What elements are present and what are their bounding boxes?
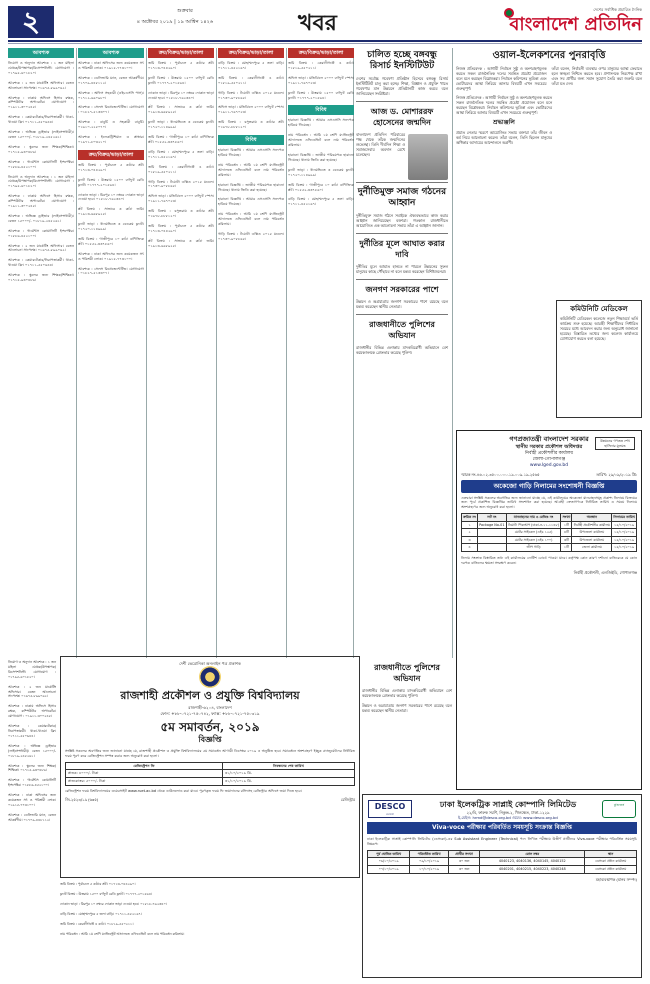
classified-ad: আবশ্যক : গার্মেন্টস কোয়ালিটি ইন্সপেক্টর। ০১৮৮৬-৪৫২১০০। — [8, 778, 56, 788]
table-header-row — [368, 850, 637, 858]
news-columns — [456, 95, 552, 115]
classified-ad: নিয়োগ ও অনুদান আবশ্যক : ১ জন মহিলা ঘোষক/উপস্থাপক/রিসেপশনিস্ট। যোগাযোগ : ০১৭৯৫-৬০১৮২০। — [8, 660, 56, 679]
news-headline: আজ ড. মোশাররফ হোসেনের জন্মদিন — [370, 106, 434, 127]
notice-note: নিলাম সংক্রান্ত বিস্তারিত তথ্য এই কার্যালয়ের নোটিশ বোর্ডে পাওয়া যাবে। কর্তৃপক্ষ কোন কারণ দর্শানো ব্যতিরেকে যে কোন দরপত্র বাতিলের ক্ষমতা সংরক্ষণ করেন। — [461, 555, 637, 565]
schedule-table — [367, 850, 637, 874]
table-cell: ডেসকো প্রধান কার্যালয় — [585, 865, 637, 873]
table-cell: ১টি — [561, 544, 572, 552]
classified-ad: জমি বিক্রয় : গাজীপুরে ১০ কাঠা বাণিজ্যিক প্লট। ০১৫৫২-৩৩৭৮৬০। — [78, 236, 144, 246]
notice-district: জেলা-গোপালগঞ্জ — [532, 456, 566, 462]
company-address: ২২/বি, ফারুক সরণি, নিকুঞ্জ-২, খিলক্ষেত, ঢাকা-১২২৯ — [466, 809, 550, 815]
classified-ad: আবশ্যক : সেলস রিপ্রেজেন্টেটিভ। যোগাযোগ : ০১৮২৭-৫১৩৩০৭। — [78, 266, 144, 276]
table-cell: উপজেলা কার্যালয় — [572, 529, 612, 537]
table-header-row — [66, 762, 355, 770]
community-news-box — [556, 300, 642, 418]
section-title: খবর — [298, 10, 337, 36]
obituary-block — [456, 119, 552, 145]
desco-logo-text: DESCO — [374, 802, 406, 811]
table-row — [66, 770, 355, 778]
table-cell: ১৫/১০/২০১৯ — [612, 521, 637, 529]
table-cell: জীপ গাড়ি — [506, 544, 561, 552]
classified-ad: নাম পরিবর্তন : আমি ১ম শ্রেণি ম্যাজিস্ট্রেট আদালতে এফিডেভিট বলে নাম পরিবর্তন করিলাম। — [218, 162, 284, 177]
classified-ad: জমি বিক্রয় : কেরানীগঞ্জে ৪ কাঠা। ০১৮১৯-৫৫০২১১। — [218, 75, 284, 85]
classified-ad: প্লট বিক্রয় : সাভারে ৩ কাঠা জমি। ০১৯১৩-৬৬৮৯২৫। — [148, 105, 214, 115]
desco-notice — [362, 794, 642, 978]
lower-middle-news — [362, 660, 452, 790]
classified-ad: জমি বিক্রয় : গাজীপুরে ১০ কাঠা বাণিজ্যিক প্লট। ০১৫৫২-৩৩৭৮৬০। — [288, 182, 354, 192]
notice-signature: নির্বাহী প্রকৌশলী, এলজিইডি, গোপালগঞ্জ — [573, 569, 637, 575]
classified-column — [8, 48, 74, 658]
news-body: দেশের সর্বোচ্চ গবেষণা প্রতিষ্ঠান হিসেবে বঙ্গবন্ধু রিসার্চ ইনস্টিটিউট চালু করা হচ্ছে। শিক্ষা, বিজ্ঞান ও প্রযুক্তি খাতে গবেষণার মান উন্নয়নে প্রতিষ্ঠানটি কাজ করবে বলে জানিয়েছেন সংশ্লিষ্টরা। — [356, 76, 448, 96]
classified-ad: বাড়ি বিক্রয় : মোহাম্মদপুরে ৫ তলা বাড়ি। ০১৭১১-৪৫২১৬৭। — [60, 911, 142, 916]
company-contact: ই-মেইল: hrmd@desco.org.bd ওয়েব: www.desco.org.bd — [458, 814, 558, 820]
classified-ad: নাম পরিবর্তন : আমি ১ম শ্রেণি ম্যাজিস্ট্রেট আদালতে এফিডেভিট বলে নাম পরিবর্তন করিলাম। — [218, 212, 284, 227]
table-row — [462, 544, 637, 552]
logo-tagline: দেশের সর্বাধিক প্রচারিত দৈনিক — [593, 7, 642, 12]
classified-ad: হারানো বিজ্ঞপ্তি : জাতীয় পরিচয়পত্র হারানো গিয়েছে। থানায় জিডি করা হয়েছে। — [218, 182, 284, 192]
table-cell — [477, 544, 506, 552]
table-cell: ১টি — [561, 521, 572, 529]
notice-office: নির্বাহী প্রকৌশলীর কার্যালয় — [524, 450, 574, 456]
masthead-date: ৪ অক্টোবর ২০১৯ | ১৯ আশ্বিন ১৪২৬ — [136, 19, 214, 25]
news-divider — [356, 182, 448, 183]
notice-title: Viva-voce পরীক্ষার পরিবর্তিত সময়সূচি সংক্রান্ত বিজ্ঞপ্তি — [367, 822, 637, 834]
news-column-text: প্রয়াত নেতার স্মরণে আয়োজিত সভায় বক্তারা তাঁর জীবন ও কর্ম নিয়ে আলোচনা করেন। তাঁরা বলেন, তিনি ছিলেন মানুষের অধিকার আদায়ের আন্দোলনে অগ্রণী। — [456, 130, 552, 146]
news-body-text: বাংলাদেশ প্রতিদিন পরিবারের পক্ষ থেকে তাঁকে জন্মদিনের শুভেচ্ছা। তিনি দীর্ঘদিন শিক্ষা ও সমাজসেবায় অবদান রেখে চলেছেন। — [356, 132, 405, 157]
table-header-row — [462, 513, 637, 521]
classified-ad: জমি বিক্রয় : পূর্বাচলে ৫ কাঠার প্লট। ০১৭১৩-০৪৪২৯০। — [148, 223, 214, 233]
classified-column — [218, 48, 284, 658]
classified-heading: ক্রয়/বিক্রয়/ভাড়া/তালা — [288, 48, 354, 58]
ad-reference: জি-২৫২৩/১৯ (৬x৫) — [65, 796, 99, 802]
classified-ad: আবশ্যক : ডেলিভারি ম্যান, বেতন আকর্ষণীয়। ০১৭০৯-৪৪৮১১২। — [78, 75, 144, 85]
notice-text: সংশ্লিষ্ট সকলের অবগতির জন্য জানানো যাচ্ছে যে, রাজশাহী প্রকৌশল ও প্রযুক্তি বিশ্ববিদ্যালয়ের ৫ম সমাবর্তন আগামী ডিসেম্বর ২০১৯ এ অনুষ্ঠিত হবে। সমাবর্তনে অংশগ্রহণে ইচ্ছুক গ্র্যাজুয়েটদের নির্ধারিত ফরম পূরণ করে রেজিস্ট্রেশন সম্পন্ন করার জন্য অনুরোধ করা হলো। — [65, 749, 355, 758]
classified-ad: জমি বিক্রয় : কেরানীগঞ্জে ৪ কাঠা। ০১৮১৯-৫৫০২১১। — [60, 921, 134, 926]
classified-ad: ফ্ল্যাট বিক্রয় : উত্তরায় ১৫০০ বর্গফুট রেডি ফ্ল্যাট। ০১৭৭৭-২০১৫৬৪। — [288, 90, 354, 100]
classified-ad: হারানো বিজ্ঞপ্তি : আমার এসএসসি সনদপত্র হারিয়ে গিয়েছে। — [218, 148, 284, 157]
university-address: রাজশাহী-৬২০৪, বাংলাদেশ — [188, 705, 232, 711]
classified-heading: আবশ্যক — [78, 48, 144, 58]
classified-ad: আবশ্যক : ঢাকা অফিসের জন্য কয়েকজন সৎ ও পরিশ্রমী লোক। ০১৯১৫-৭৭৩১০০। — [78, 61, 144, 70]
classified-ad: আবশ্যক : ঢাকা অফিসের জন্য কয়েকজন সৎ ও পরিশ্রমী লোক। ০১৯১৫-৭৭৩১০০। — [8, 793, 56, 807]
classified-ad: নিয়োগ ও অনুদান আবশ্যক : ১ জন মহিলা ঘোষক/উপস্থাপক/রিসেপশনিস্ট। যোগাযোগ : ০১৭৯৫-৬০১৮২০। — [8, 61, 74, 75]
news-divider — [356, 314, 448, 315]
news-headline: দুর্নীতির মূলে আঘাত করার দাবি — [359, 238, 445, 259]
news-body: রাজধানীর বিভিন্ন এলাকায় মাদকবিরোধী অভিযানে বেশ কয়েকজনকে গ্রেফতার করেছে পুলিশ। — [362, 688, 452, 698]
table-cell — [477, 529, 506, 537]
table-cell: ৩ — [462, 536, 478, 544]
table-header: যানবাহনের নাম ও রেজিঃ নং — [506, 513, 561, 521]
news-headline: ওয়াল-ইলেকশনের পুনরাবৃত্তি — [492, 50, 606, 61]
table-header: নিলামের তারিখ — [612, 513, 637, 521]
notice-label: বিজ্ঞপ্তি — [198, 735, 222, 745]
auction-table — [461, 513, 637, 552]
news-headline: রাজধানীতে পুলিশের অভিযান — [369, 319, 435, 340]
masthead-day: শুক্রবার — [177, 8, 193, 14]
table-cell: ০৭/১০/২০১৯ — [368, 865, 410, 873]
table-cell: ৪টি — [561, 529, 572, 537]
classified-ad: নাম পরিবর্তন : আমি ১ম শ্রেণি ম্যাজিস্ট্রেট আদালতে এফিডেভিট বলে নাম পরিবর্তন করিলাম। — [60, 931, 185, 936]
table-cell: ৩০ জন — [449, 865, 480, 873]
table-row — [368, 858, 637, 866]
table-cell: ১৫/১০/২০১৯ — [612, 544, 637, 552]
convocation-title: ৫ম সমাবর্তন, ২০১৯ — [160, 720, 260, 735]
classified-ad: আবশ্যক : ডেলিভারি ম্যান, বেতন আকর্ষণীয়। ০১৭০৯-৪৪৮১১২। — [8, 812, 56, 822]
classified-ad: বাড়ি বিক্রয় : মোহাম্মদপুরে ৫ তলা বাড়ি। ০১৭১১-৪৫২১৬৭। — [288, 197, 354, 207]
mujib-year-logo: মুজিববর্ষ — [602, 800, 636, 818]
table-cell: ৩০ জন — [449, 858, 480, 866]
table-cell: ০৯/১০/২০১৯ — [410, 858, 449, 866]
table-cell: ৪ — [462, 544, 478, 552]
classified-ad: আবশ্যক : কেয়ারটেকার/নিরাপত্তাকর্মী। থাকা-খাওয়া ফ্রি। ০১৭১১-৫৫০৬৪৪। — [8, 258, 74, 268]
classified-ad: আবশ্যক : ঢাকায় অফিসে হিসাব রক্ষক, কম্পিউটার অপারেটর। যোগাযোগ : ০১৯১১-৩০০২৪৫। — [8, 704, 56, 719]
notice-footer — [65, 797, 355, 802]
table-cell: মোটর সাইকেল (এইচ ১০০) — [506, 536, 561, 544]
notice-memo-row — [461, 472, 637, 477]
classified-ad: জমি বিক্রয় : পূর্বাচলে ৫ কাঠার প্লট। ০১৭১৩-০৪৪২৯০। — [148, 61, 214, 70]
table-cell: ১ — [462, 521, 478, 529]
classified-ad: ফ্ল্যাট বিক্রয় : উত্তরায় ১৫০০ বর্গফুট রেডি ফ্ল্যাট। ০১৭৭৭-২০১৫৬৪। — [148, 75, 214, 85]
classified-ad: জমি বিক্রয় : বসুন্ধরায় ৩ কাঠার প্লট। ০১৬৭৮-৮৮৮১২০। — [218, 120, 284, 130]
classified-ad: আবশ্যক : বাবুর্চি ও সহকারী বাবুর্চি। ০১৬১০-২২৫০৭০। — [78, 120, 144, 130]
classified-column — [78, 48, 144, 658]
notice-text: ঢাকা ইলেকট্রিক সাপ্লাই কোম্পানি লিমিটেড (ডেসকো)-এর Sub Assistant Engineer (Technical) পদে লিখিত পরীক্ষায় উত্তীর্ণ প্রার্থীদের Viva-voce পরীক্ষার পরিবর্তিত সময়সূচি নিম্নরূপ: — [367, 837, 637, 846]
table-header: ক্রমিক নং — [462, 513, 478, 521]
memo-number: স্মারক নং-৪৬.০২.৩৫০০.০০০.১৯.০০৯.১৯-২৫৬৫ — [461, 471, 540, 477]
classified-ad: ফ্ল্যাট বিক্রয় : উত্তরায় ১৫০০ বর্গফুট রেডি ফ্ল্যাট। ০১৭৭৭-২০১৫৬৪। — [60, 891, 153, 896]
table-header: রোল নম্বর — [480, 850, 585, 858]
table-cell: টয়োটা পিকআপ (ঢাকা-ন-১১-১১৪৮) — [506, 521, 561, 529]
desco-logo-sub: ডেসকো — [386, 813, 394, 816]
table-cell: ১৫/১০/২০১৯ — [612, 536, 637, 544]
news-body: উন্নয়ন ও অগ্রযাত্রায় জনগণ সরকারের পাশে রয়েছে বলে মন্তব্য করেছেন স্থানীয় নেতারা। — [356, 299, 448, 309]
table-row — [368, 865, 637, 873]
classified-ad: অফিস ভাড়া : মতিঝিলে ২০০০ বর্গফুট স্পেস। ০১৯১১-৭৬৭০২৩। — [218, 105, 284, 115]
news-divider — [356, 279, 448, 280]
notice-text: রেজিস্ট্রেশন ফরম বিশ্ববিদ্যালয়ের ওয়েবসাইট www.ruet.ac.bd থেকে ডাউনলোড করা যাবে। পূরণকৃত ফরম ফি জমাদানের রসিদসহ রেজিস্ট্রার অফিসে জমা দিতে হবে। — [65, 789, 302, 794]
news-divider — [356, 101, 448, 102]
news-body: দুর্নীতির মূলে আঘাত হানতে না পারলে উন্নয়নের সুফল মানুষের কাছে পৌঁছাবে না বলে মন্তব্য করেছেন বিশিষ্টজনেরা। — [356, 264, 448, 274]
table-cell: উপজেলা কার্যালয় — [572, 536, 612, 544]
news-subheadline: শ্রদ্ধাঞ্জলি — [493, 119, 515, 126]
classified-ad: হারানো বিজ্ঞপ্তি : আমার এসএসসি সনদপত্র হারিয়ে গিয়েছে। — [218, 197, 284, 207]
newspaper-logo — [502, 6, 642, 38]
news-subheadline: কমিউনিটি মেডিকেল — [570, 304, 628, 313]
masthead-rule — [8, 40, 642, 42]
classified-continuation — [8, 660, 56, 978]
table-header: রেজিস্ট্রেশন ফি — [66, 762, 223, 770]
page-number: ২ — [8, 6, 54, 38]
classified-heading: ক্রয়/বিক্রয়/ভাড়া/তালা — [78, 150, 144, 160]
logo-wordmark: বাংলাদেশ প্রতিদিন — [509, 14, 642, 35]
memo-date: তারিখ: ২৯/০৯/২০১৯ খ্রি: — [596, 471, 637, 477]
news-body: দুর্নীতিমুক্ত সমাজ গঠনে সবাইকে ঐক্যবদ্ধভাবে কাজ করার আহ্বান জানিয়েছেন বক্তারা। গতকাল রাজধানীতে আয়োজিত এক আলোচনা সভায় তাঁরা এ আহ্বান জানান। — [356, 213, 448, 228]
portrait-photo — [408, 134, 448, 180]
classified-ad: জমি বিক্রয় : কেরানীগঞ্জে ৪ কাঠা। ০১৮১৯-৫৫০২১১। — [288, 61, 354, 70]
classified-ad: গাড়ি বিক্রয় : টয়োটা এক্সিও ২০১৫ মডেল। ০১৭৩০-৯০৮৮৬৫। — [218, 90, 284, 100]
classified-ad: জমি বিক্রয় : পূর্বাচলে ৫ কাঠার প্লট। ০১৭১৩-০৪৪২৯০। — [60, 882, 136, 886]
classified-ad: আবশ্যক : ঢাকায় অফিসে হিসাব রক্ষক, কম্পিউটার অপারেটর। যোগাযোগ : ০১৯১১-৩০০২৪৫। — [8, 95, 74, 110]
classified-ad: আবশ্যক : ২ জন মার্কেটিং অফিসার। বেতন আলোচনা সাপেক্ষে। ০১৬৭৫-৮৯৯০৬২। — [8, 684, 56, 699]
table-cell: ৩১/১০/২০১৯ খ্রি. — [222, 770, 354, 778]
middle-news-column — [356, 48, 448, 658]
classified-ad: দোকান ভাড়া : মিরপুর ১০ নম্বরে দোকান ভাড়া দেওয়া হবে। ০১৮১৮-৭৬২৩৪০। — [60, 901, 167, 906]
classified-ad: অফিস ভাড়া : মতিঝিলে ২০০০ বর্গফুট স্পেস। ০১৯১১-৭৬৭০২৩। — [288, 75, 354, 85]
classified-ad: ফ্ল্যাট বিক্রয় : উত্তরায় ১৫০০ বর্গফুট রেডি ফ্ল্যাট। ০১৭৭৭-২০১৫৬৪। — [78, 177, 144, 187]
news-column-text: তাঁরা বলেন, নির্বাচনী ব্যবস্থার ওপর মানুষের আস্থা ফেরাতে হলে স্বচ্ছতা নিশ্চিত করতে হবে। প্রশাসনকে নিরপেক্ষ রাখা এবং সব প্রার্থীর জন্য সমান সুযোগ তৈরি করা জরুরি বলে তাঁরা মত দেন। — [551, 66, 642, 86]
classified-ad: হারানো বিজ্ঞপ্তি : জাতীয় পরিচয়পত্র হারানো গিয়েছে। থানায় জিডি করা হয়েছে। — [288, 152, 354, 162]
column-divider — [452, 48, 453, 658]
notice-government: গণপ্রজাতন্ত্রী বাংলাদেশ সরকার — [509, 435, 589, 443]
ruet-convocation-notice — [60, 656, 360, 878]
university-name: রাজশাহী প্রকৌশল ও প্রযুক্তি বিশ্ববিদ্যালয় — [120, 689, 300, 703]
classified-ad: আবশ্যক : কেয়ারটেকার/নিরাপত্তাকর্মী। থাকা-খাওয়া ফ্রি। ০১৭১১-৫৫০৬৪৪। — [8, 115, 74, 125]
table-cell: মোটর সাইকেল (এইচ ১২৫) — [506, 529, 561, 537]
masthead-rule-thin — [8, 43, 642, 44]
table-cell: ৩১/১০/২০১৯ খ্রি. — [222, 778, 354, 786]
classified-ad: ফ্ল্যাট ভাড়া : ধানমন্ডিতে ৩ বেডরুম ফ্ল্যাট। ০১৭২০-১১৪৯৯৯। — [78, 222, 144, 232]
classified-ad: আবশ্যক : অভিজ্ঞ ড্রাইভার (লাইসেন্সধারী)। বেতন ১৫০০০/- ০১৮১৯-২৪৫২৬১। — [8, 130, 74, 139]
table-cell: ৩টি — [561, 536, 572, 544]
classified-ad: আবশ্যক : ২ জন মার্কেটিং অফিসার। বেতন আলোচনা সাপেক্ষে। ০১৬৭৫-৮৯৯০৬২। — [8, 80, 74, 90]
table-cell: ১০/১০/২০১৯ — [410, 865, 449, 873]
classified-ad: বাড়ি বিক্রয় : মোহাম্মদপুরে ৫ তলা বাড়ি। ০১৭১১-৪৫২১৬৭। — [148, 149, 214, 159]
classified-ad: আবশ্যক : অভিজ্ঞ ড্রাইভার (লাইসেন্সধারী)। বেতন ১৫০০০/- ০১৮১৯-২৪৫২৬১। — [8, 213, 74, 223]
table-cell: 4040123, 4040136, 4040145, 4040152 — [480, 858, 585, 866]
university-phone: ফোন: +৮৮-০৭২১-৭৫০৭৪২, ফ্যাক্স: +৮৮-০৭২১-৭৫০৩১৯ — [160, 710, 260, 716]
table-header: স্থান — [585, 850, 637, 858]
classified-ad: আবশ্যক : অভিজ্ঞ ড্রাইভার (লাইসেন্সধারী)। বেতন ১৫০০০/- ০১৮১৯-২৪৫২৬১। — [8, 743, 56, 758]
news-column-text: নিজস্ব প্রতিবেদক : আগামী নির্বাচন সুষ্ঠু ও অংশগ্রহণমূলক করতে সকল রাজনৈতিক দলের সমন্বিত প্রচেষ্টা প্রয়োজন বলে মনে করছেন বিশ্লেষকরা। নির্বাচন কমিশনের ভূমিকা এবং ভোটারদের আস্থা ফিরিয়ে আনার বিষয়টি এখন সবচেয়ে গুরুত্বপূর্ণ। — [456, 95, 552, 115]
classified-ad: ফ্ল্যাট ভাড়া : ধানমন্ডিতে ৩ বেডরুম ফ্ল্যাট। ০১৭২০-১১৪৯৯৯। — [148, 120, 214, 130]
news-column-text: নিজস্ব প্রতিবেদক : আগামী নির্বাচন সুষ্ঠু ও অংশগ্রহণমূলক করতে সকল রাজনৈতিক দলের সমন্বিত প্রচেষ্টা প্রয়োজন বলে মনে করছেন বিশ্লেষকরা। নির্বাচন কমিশনের ভূমিকা এবং ভোটারদের আস্থা ফিরিয়ে আনার বিষয়টি এখন সবচেয়ে গুরুত্বপূর্ণ। — [456, 66, 547, 91]
table-cell: জেলা কার্যালয় — [572, 544, 612, 552]
news-divider — [356, 233, 448, 234]
classified-section — [8, 48, 354, 658]
table-header: সংখ্যা — [561, 513, 572, 521]
classified-ad: আবশ্যক : অফিস সহকারী (এইচএসসি পাস)। ০১৭১২-৬৬০৯৮০। — [78, 90, 144, 100]
classified-ad: হারানো বিজ্ঞপ্তি : আমার এসএসসি সনদপত্র হারিয়ে গিয়েছে। — [288, 118, 354, 128]
classified-ad: আবশ্যক : ঢাকা অফিসের জন্য কয়েকজন সৎ ও পরিশ্রমী লোক। ০১৯১৫-৭৭৩১০০। — [78, 251, 144, 261]
table-cell: ১৫/১০/২০১৯ — [612, 529, 637, 537]
news-headline: জনগণ সরকারের পাশে — [365, 284, 439, 294]
fee-table — [65, 762, 355, 787]
classified-ad: জমি বিক্রয় : কেরানীগঞ্জে ৪ কাঠা। ০১৮১৯-৫৫০২১১। — [148, 164, 214, 174]
classified-ad: আবশ্যক : স্কুলের জন্য শিক্ষক/শিক্ষিকা। ০১৭১৫-৯৩০৪৮৬। — [8, 763, 56, 773]
classified-ad: আবশ্যক : সেলস রিপ্রেজেন্টেটিভ। যোগাযোগ : ০১৮২৭-৫১৩৩০৭। — [78, 105, 144, 115]
classified-ad: আবশ্যক : গার্মেন্টস কোয়ালিটি ইন্সপেক্টর। ০১৮৮৬-৪৫২১০০। — [8, 228, 74, 238]
table-header: পূর্ব ঘোষিত তারিখ — [368, 850, 410, 858]
table-row — [66, 778, 355, 786]
classified-ad: প্লট বিক্রয় : সাভারে ৩ কাঠা জমি। ০১৯১৩-৬৬৮৯২৫। — [78, 207, 144, 217]
table-row — [462, 529, 637, 537]
classified-subheading: বিবিধ — [288, 105, 354, 115]
news-column-text: কমিউনিটি মেডিকেল কলেজে নতুন শিক্ষাবর্ষে ভর্তি কার্যক্রম শুরু হয়েছে। আগ্রহী শিক্ষার্থীদের নির্ধারিত সময়ের মধ্যে আবেদন করার জন্য অনুরোধ জানানো হয়েছে। বিস্তারিত তথ্যের জন্য কলেজ কার্যালয়ে যোগাযোগ করতে বলা হয়েছে। — [560, 316, 638, 342]
notice-website: www.lged.gov.bd — [529, 462, 569, 468]
classified-ad: ফ্ল্যাট ভাড়া : ধানমন্ডিতে ৩ বেডরুম ফ্ল্যাট। ০১৭২০-১১৪৯৯৯। — [288, 167, 354, 177]
table-cell: স্নাতকোত্তর: ৫০০০/- টাকা — [66, 778, 223, 786]
notice-signer: রেজিস্ট্রার — [340, 796, 355, 802]
table-row — [462, 536, 637, 544]
classified-ad: জমি বিক্রয় : বসুন্ধরায় ৩ কাঠার প্লট। ০১৬৭৮-৮৮৮১২০। — [148, 209, 214, 219]
classified-ad: অফিস ভাড়া : মতিঝিলে ২০০০ বর্গফুট স্পেস। ০১৯১১-৭৬৭০২৩। — [148, 194, 214, 204]
classified-ad: আবশ্যক : স্কুলের জন্য শিক্ষক/শিক্ষিকা। ০১৭১৫-৯৩০৪৮৬। — [8, 273, 74, 283]
slogan-badge: উন্নয়নের গণতন্ত্র শেখ হাসিনার মূলমন্ত্র — [595, 437, 635, 450]
notice-signature: মহাব্যবস্থাপক (মানব সম্পদ) — [595, 876, 637, 882]
table-cell: Package No-01 — [477, 521, 506, 529]
table-row — [462, 521, 637, 529]
news-body: উন্নয়ন ও অগ্রযাত্রায় জনগণ সরকারের পাশে রয়েছে বলে মন্তব্য করেছেন স্থানীয় নেতারা। — [362, 703, 452, 713]
table-header: লট নং — [477, 513, 506, 521]
news-headline: দুর্নীতিমুক্ত সমাজ গঠনের আহ্বান — [357, 187, 447, 208]
lged-auction-notice — [456, 430, 642, 790]
notice-text: এতদ্বারা সংশ্লিষ্ট সকলের অবগতির জন্য জানানো যাচ্ছে যে, এই কার্যালয়ের অকেজো যানবাহনসমূহ প্রকাশ্য নিলামে বিক্রয়ের জন্য পূর্বে প্রকাশিত বিজ্ঞপ্তির তারিখ সংশোধন করা হয়েছে। আগ্রহী ক্রেতাগণকে নির্ধারিত তারিখ ও সময়ে নিলামে অংশগ্রহণের জন্য অনুরোধ করা হলো। — [461, 495, 637, 510]
table-cell: ২ — [462, 529, 478, 537]
classified-ad: দোকান ভাড়া : মিরপুর ১০ নম্বরে দোকান ভাড়া দেওয়া হবে। ০১৮১৮-৭৬২৩৪০। — [148, 90, 214, 100]
table-cell: নির্বাহী প্রকৌশলীর কার্যালয় — [572, 521, 612, 529]
classified-ad: প্লট বিক্রয় : সাভারে ৩ কাঠা জমি। ০১৯১৩-৬৬৮৯২৫। — [148, 238, 214, 248]
table-header: পরিবর্তিত তারিখ — [410, 850, 449, 858]
classified-ad: আবশ্যক : স্কুলের জন্য শিক্ষক/শিক্ষিকা। ০১৭১৫-৯৩০৪৮৬। — [8, 144, 74, 154]
classified-ad: জমি বিক্রয় : গাজীপুরে ১০ কাঠা বাণিজ্যিক প্লট। ০১৫৫২-৩৩৭৮৬০। — [148, 135, 214, 144]
classified-ad: গাড়ি বিক্রয় : টয়োটা এক্সিও ২০১৫ মডেল। ০১৭৩০-৯০৮৮৬৫। — [148, 179, 214, 189]
classified-ad: দোকান ভাড়া : মিরপুর ১০ নম্বরে দোকান ভাড়া দেওয়া হবে। ০১৮১৮-৭৬২৩৪০। — [78, 192, 144, 202]
classified-ad: আবশ্যক : ঢাকায় অফিসে হিসাব রক্ষক, কম্পিউটার অপারেটর। যোগাযোগ : ০১৯১১-৩০০২৪৫। — [8, 194, 74, 209]
classified-subheading: বিবিধ — [218, 135, 284, 145]
classified-heading: ক্রয়/বিক্রয়/ভাড়া/তালা — [148, 48, 214, 58]
news-body: রাজধানীর বিভিন্ন এলাকায় মাদকবিরোধী অভিযানে বেশ কয়েকজনকে গ্রেফতার করেছে পুলিশ। — [356, 345, 448, 355]
university-seal-icon — [199, 666, 221, 688]
news-columns — [456, 66, 642, 91]
table-cell — [477, 536, 506, 544]
news-headline: রাজধানীতে পুলিশের অভিযান — [374, 662, 440, 683]
classified-ad: নিয়োগ ও অনুদান আবশ্যক : ১ জন মহিলা ঘোষক/উপস্থাপক/রিসেপশনিস্ট। যোগাযোগ : ০১৭৯৫-৬০১৮২০। — [8, 174, 74, 189]
table-cell: 4040201, 4040215, 4040223, 4040248 — [480, 865, 585, 873]
classified-column — [148, 48, 214, 658]
classified-heading: ক্রয়/বিক্রয়/ভাড়া/তালা — [218, 48, 284, 58]
news-headline: চালিত হচ্ছে বঙ্গবন্ধু রিসার্চ ইনস্টিটিউট — [367, 50, 437, 71]
desco-logo — [368, 800, 412, 818]
classified-ad: আবশ্যক : গার্মেন্টস কোয়ালিটি ইন্সপেক্টর। ০১৮৮৬-৪৫২১০০। — [8, 159, 74, 169]
table-cell: ডেসকো প্রধান কার্যালয় — [585, 858, 637, 866]
table-cell: ০৬/১০/২০১৯ — [368, 858, 410, 866]
classified-ad: জমি বিক্রয় : পূর্বাচলে ৫ কাঠার প্লট। ০১৭১৩-০৪৪২৯০। — [78, 162, 144, 172]
classified-column — [288, 48, 354, 658]
notice-title: অকেজো গাড়ি নিলামের সংশোধনী বিজ্ঞপ্তি — [461, 480, 637, 493]
masthead — [8, 6, 642, 38]
classified-ad: আবশ্যক : ইলেকট্রিশিয়ান ও প্লাম্বার। ০১৯৭১-৮০৩২১০। — [78, 135, 144, 144]
company-name: ঢাকা ইলেকট্রিক সাপ্লাই কোম্পানি লিমিটেড — [439, 799, 577, 809]
notice-department: স্থানীয় সরকার প্রকৌশল অধিদপ্তর — [515, 443, 583, 450]
classified-ad: আবশ্যক : কেয়ারটেকার/নিরাপত্তাকর্মী। থাকা-খাওয়া ফ্রি। ০১৭১১-৫৫০৬৪৪। — [8, 724, 56, 738]
classified-ad: আবশ্যক : ২ জন মার্কেটিং অফিসার। বেতন আলোচনা সাপেক্ষে। ০১৬৭৫-৮৯৯০৬২। — [8, 243, 74, 253]
table-header: অবস্থান — [572, 513, 612, 521]
table-header: নিবন্ধনের শেষ তারিখ — [222, 762, 354, 770]
classified-heading: আবশ্যক — [8, 48, 74, 58]
classified-ad: বাড়ি বিক্রয় : মোহাম্মদপুরে ৫ তলা বাড়ি। ০১৭১১-৪৫২১৬৭। — [218, 61, 284, 70]
table-header: প্রার্থীর সংখ্যা — [449, 850, 480, 858]
classified-bottom — [60, 882, 356, 978]
news-body — [356, 132, 448, 157]
ad-top-line: দেশী ভেরোনিকা অনলাইন পত্র প্রকাশক — [179, 661, 241, 666]
classified-ad: নাম পরিবর্তন : আমি ১ম শ্রেণি ম্যাজিস্ট্রেট আদালতে এফিডেভিট বলে নাম পরিবর্তন করিলাম। — [288, 133, 354, 148]
classified-ad: গাড়ি বিক্রয় : টয়োটা এক্সিও ২০১৫ মডেল। ০১৭৩০-৯০৮৮৬৫। — [218, 231, 284, 241]
table-cell: স্নাতক: ৪০০০/- টাকা — [66, 770, 223, 778]
